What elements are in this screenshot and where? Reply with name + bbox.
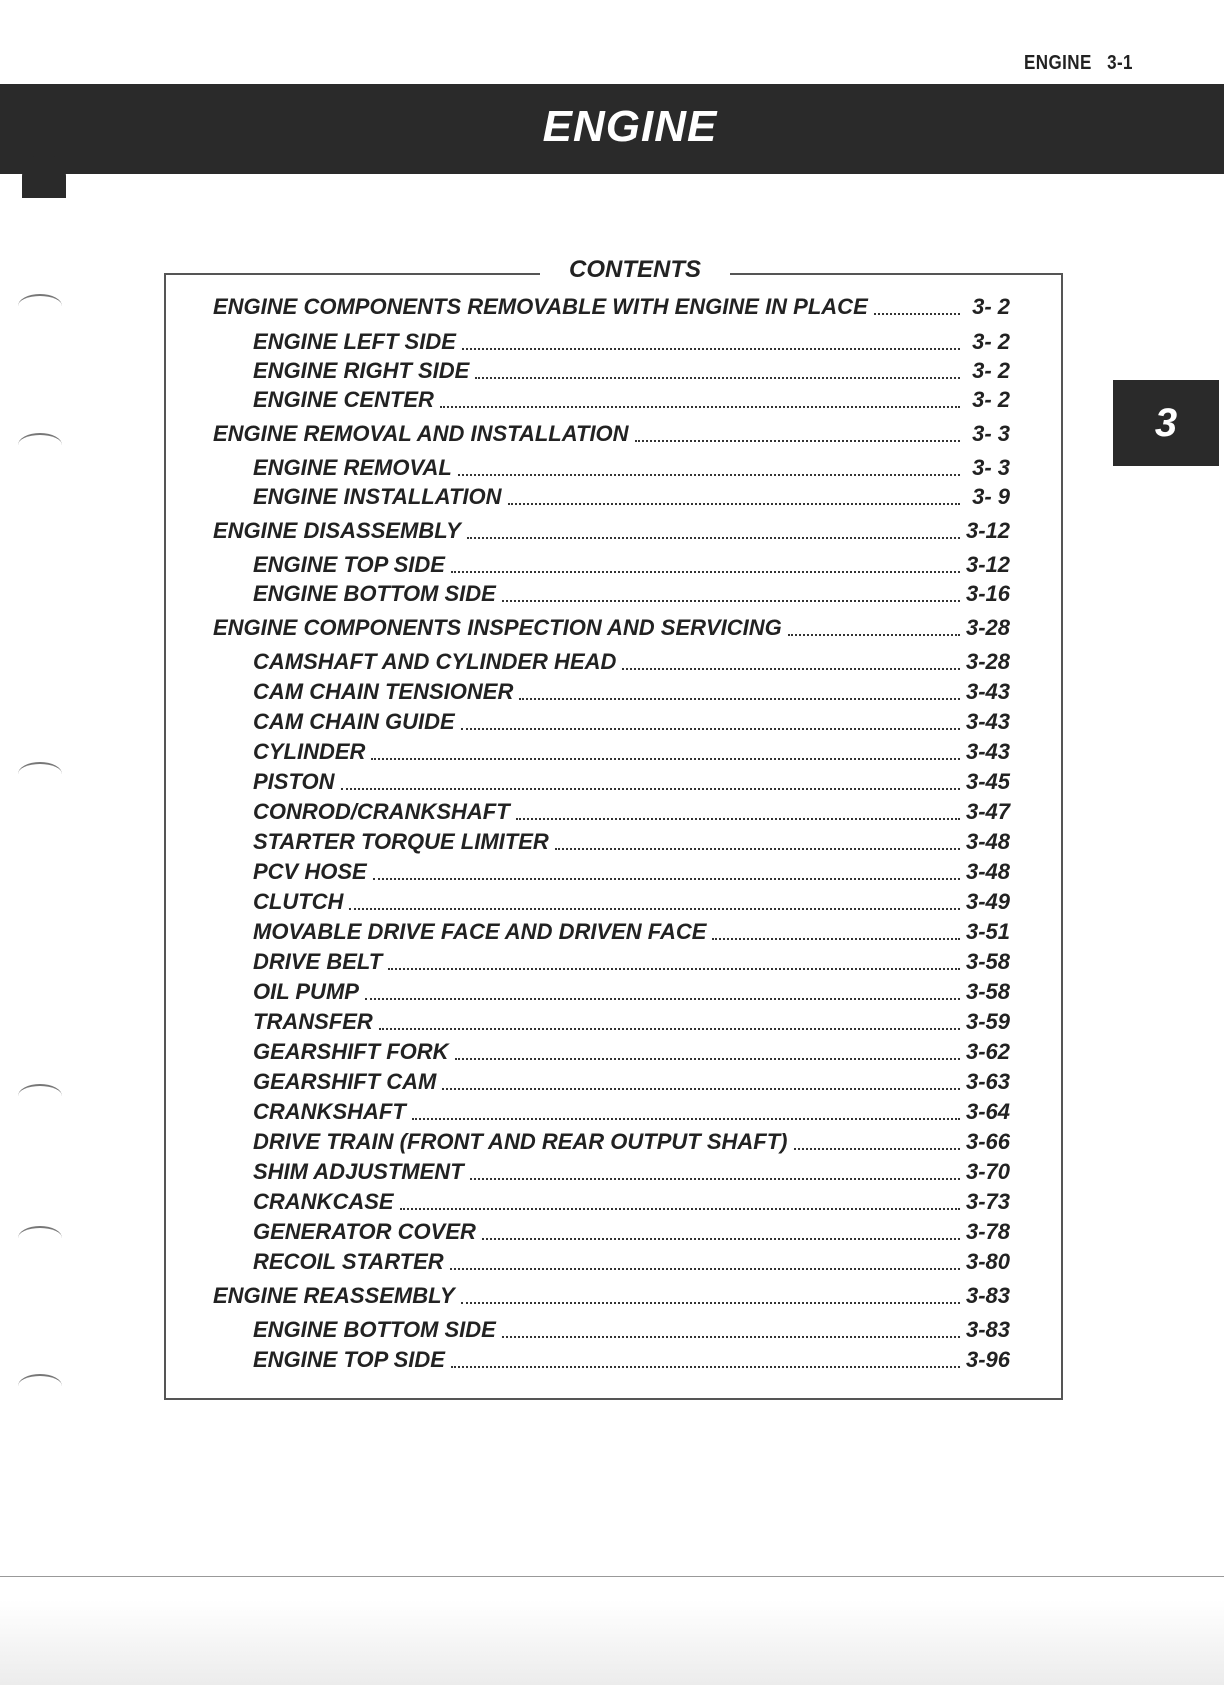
toc-dot-leader bbox=[470, 1176, 960, 1180]
toc-entry-page: 3-45 bbox=[965, 769, 1010, 794]
page-bottom-edge bbox=[0, 1576, 1224, 1577]
toc-dot-leader bbox=[455, 1056, 960, 1060]
toc-entry[interactable] bbox=[0, 327, 1010, 357]
toc-entry-label: CRANKSHAFT bbox=[253, 1099, 406, 1124]
toc-entry[interactable] bbox=[0, 1281, 1010, 1311]
toc-entry[interactable] bbox=[0, 579, 1010, 609]
toc-entry[interactable] bbox=[0, 482, 1010, 512]
toc-entry-label: CONROD/CRANKSHAFT bbox=[253, 799, 510, 824]
toc-entry[interactable] bbox=[0, 356, 1010, 386]
toc-entry-label: ENGINE LEFT SIDE bbox=[253, 329, 456, 354]
toc-entry-page: 3- 2 bbox=[972, 387, 1010, 412]
contents-title: CONTENTS bbox=[540, 256, 730, 284]
toc-entry-page: 3-58 bbox=[965, 979, 1010, 1004]
toc-dot-leader bbox=[555, 846, 960, 850]
toc-entry-label: ENGINE DISASSEMBLY bbox=[213, 518, 461, 543]
toc-dot-leader bbox=[440, 404, 960, 408]
toc-dot-leader bbox=[371, 756, 960, 760]
toc-entry-page: 3- 2 bbox=[972, 358, 1010, 383]
toc-entry-label: ENGINE BOTTOM SIDE bbox=[253, 1317, 496, 1342]
toc-entry-label: ENGINE RIGHT SIDE bbox=[253, 358, 470, 383]
toc-entry-page: 3-49 bbox=[965, 889, 1010, 914]
toc-dot-leader bbox=[475, 375, 960, 379]
toc-entry[interactable] bbox=[0, 947, 1010, 977]
toc-entry-label: CYLINDER bbox=[253, 739, 366, 764]
toc-entry[interactable] bbox=[0, 550, 1010, 580]
page-title: ENGINE bbox=[542, 102, 718, 151]
toc-dot-leader bbox=[349, 906, 960, 910]
toc-entry-label: DRIVE TRAIN (FRONT AND REAR OUTPUT SHAFT) bbox=[253, 1129, 788, 1154]
toc-entry-page: 3-96 bbox=[965, 1347, 1010, 1372]
toc-dot-leader bbox=[462, 346, 960, 350]
toc-entry-label: DRIVE BELT bbox=[253, 949, 383, 974]
toc-entry-page: 3-70 bbox=[965, 1159, 1010, 1184]
toc-entry-label: ENGINE INSTALLATION bbox=[253, 484, 502, 509]
toc-entry-label: ENGINE CENTER bbox=[253, 387, 434, 412]
toc-entry-label: PCV HOSE bbox=[253, 859, 367, 884]
toc-entry-label: PISTON bbox=[253, 769, 335, 794]
toc-entry-page: 3-43 bbox=[965, 679, 1010, 704]
chapter-tab: 3 bbox=[1113, 380, 1219, 466]
title-bar bbox=[0, 84, 1224, 174]
toc-dot-leader bbox=[635, 438, 960, 442]
toc-entry-label: CAM CHAIN TENSIONER bbox=[253, 679, 514, 704]
toc-entry-page: 3-80 bbox=[965, 1249, 1010, 1274]
toc-entry-label: CAMSHAFT AND CYLINDER HEAD bbox=[253, 649, 617, 674]
toc-dot-leader bbox=[458, 472, 960, 476]
toc-entry-page: 3-28 bbox=[965, 615, 1010, 640]
toc-entry-label: OIL PUMP bbox=[253, 979, 359, 1004]
toc-dot-leader bbox=[451, 1364, 960, 1368]
toc-entry[interactable] bbox=[0, 797, 1010, 827]
toc-entry-page: 3- 2 bbox=[972, 329, 1010, 354]
toc-entry-page: 3-51 bbox=[965, 919, 1010, 944]
toc-entry[interactable] bbox=[0, 453, 1010, 483]
toc-entry[interactable] bbox=[0, 737, 1010, 767]
toc-entry[interactable] bbox=[0, 1037, 1010, 1067]
toc-entry-page: 3-43 bbox=[965, 709, 1010, 734]
toc-entry[interactable] bbox=[0, 857, 1010, 887]
toc-entry-label: STARTER TORQUE LIMITER bbox=[253, 829, 549, 854]
toc-entry-label: ENGINE REMOVAL AND INSTALLATION bbox=[213, 421, 629, 446]
toc-dot-leader bbox=[373, 876, 960, 880]
toc-entry-page: 3-58 bbox=[965, 949, 1010, 974]
toc-entry-label: GEARSHIFT FORK bbox=[253, 1039, 449, 1064]
toc-entry[interactable] bbox=[0, 516, 1010, 546]
toc-entry-page: 3-78 bbox=[965, 1219, 1010, 1244]
toc-entry-page: 3- 9 bbox=[972, 484, 1010, 509]
toc-entry-label: RECOIL STARTER bbox=[253, 1249, 444, 1274]
toc-dot-leader bbox=[461, 1300, 960, 1304]
toc-entry-label: CAM CHAIN GUIDE bbox=[253, 709, 455, 734]
toc-entry[interactable] bbox=[0, 977, 1010, 1007]
toc-entry[interactable] bbox=[0, 1247, 1010, 1277]
toc-entry[interactable] bbox=[0, 1127, 1010, 1157]
toc-entry-page: 3- 2 bbox=[972, 294, 1010, 319]
toc-dot-leader bbox=[794, 1146, 961, 1150]
toc-entry[interactable] bbox=[0, 887, 1010, 917]
toc-dot-leader bbox=[516, 816, 960, 820]
toc-dot-leader bbox=[874, 311, 960, 315]
toc-entry[interactable] bbox=[0, 1097, 1010, 1127]
toc-entry-page: 3-64 bbox=[965, 1099, 1010, 1124]
toc-entry-label: ENGINE COMPONENTS REMOVABLE WITH ENGINE IN PLACE bbox=[213, 294, 868, 319]
toc-entry[interactable] bbox=[0, 1345, 1010, 1375]
toc-entry-page: 3-43 bbox=[965, 739, 1010, 764]
toc-entry[interactable] bbox=[0, 1217, 1010, 1247]
page-header bbox=[1024, 52, 1143, 75]
toc-entry-label: GENERATOR COVER bbox=[253, 1219, 476, 1244]
toc-dot-leader bbox=[482, 1236, 960, 1240]
toc-entry-page: 3-12 bbox=[965, 518, 1010, 543]
toc-entry[interactable] bbox=[0, 647, 1010, 677]
toc-entry-label: MOVABLE DRIVE FACE AND DRIVEN FACE bbox=[253, 919, 707, 944]
toc-entry[interactable] bbox=[0, 1067, 1010, 1097]
toc-entry-label: ENGINE TOP SIDE bbox=[253, 1347, 445, 1372]
toc-entry[interactable] bbox=[0, 613, 1010, 643]
toc-entry[interactable] bbox=[0, 827, 1010, 857]
toc-entry-page: 3-47 bbox=[965, 799, 1010, 824]
toc-dot-leader bbox=[450, 1266, 960, 1270]
toc-entry[interactable] bbox=[0, 677, 1010, 707]
toc-entry-page: 3-12 bbox=[965, 552, 1010, 577]
binder-hole-mark bbox=[18, 1374, 62, 1398]
toc-entry-page: 3-83 bbox=[965, 1317, 1010, 1342]
toc-entry[interactable] bbox=[0, 292, 1010, 322]
toc-dot-leader bbox=[379, 1026, 960, 1030]
toc-dot-leader bbox=[788, 632, 960, 636]
toc-dot-leader bbox=[712, 936, 960, 940]
toc-entry-label: ENGINE TOP SIDE bbox=[253, 552, 445, 577]
toc-dot-leader bbox=[365, 996, 960, 1000]
toc-entry-label: ENGINE REMOVAL bbox=[253, 455, 452, 480]
toc-entry[interactable] bbox=[0, 917, 1010, 947]
toc-entry-label: ENGINE COMPONENTS INSPECTION AND SERVICING bbox=[213, 615, 782, 640]
toc-entry-label: SHIM ADJUSTMENT bbox=[253, 1159, 464, 1184]
toc-dot-leader bbox=[519, 696, 960, 700]
toc-entry-label: GEARSHIFT CAM bbox=[253, 1069, 437, 1094]
toc-entry-page: 3-66 bbox=[965, 1129, 1010, 1154]
toc-dot-leader bbox=[400, 1206, 960, 1210]
toc-entry[interactable] bbox=[0, 1007, 1010, 1037]
toc-entry-page: 3- 3 bbox=[972, 421, 1010, 446]
toc-entry[interactable] bbox=[0, 767, 1010, 797]
toc-dot-leader bbox=[442, 1086, 960, 1090]
scan-shadow bbox=[0, 1600, 1224, 1685]
toc-dot-leader bbox=[388, 966, 960, 970]
toc-entry-page: 3-16 bbox=[965, 581, 1010, 606]
toc-entry-page: 3-28 bbox=[965, 649, 1010, 674]
toc-entry-page: 3-48 bbox=[965, 829, 1010, 854]
toc-entry-page: 3-62 bbox=[965, 1039, 1010, 1064]
toc-entry-page: 3-48 bbox=[965, 859, 1010, 884]
toc-entry-label: ENGINE REASSEMBLY bbox=[213, 1283, 455, 1308]
toc-dot-leader bbox=[412, 1116, 960, 1120]
toc-dot-leader bbox=[341, 786, 960, 790]
toc-entry[interactable] bbox=[0, 1187, 1010, 1217]
toc-entry-label: CLUTCH bbox=[253, 889, 344, 914]
toc-entry-page: 3-59 bbox=[965, 1009, 1010, 1034]
toc-entry-page: 3-83 bbox=[965, 1283, 1010, 1308]
toc-dot-leader bbox=[461, 726, 960, 730]
toc-dot-leader bbox=[451, 569, 960, 573]
toc-entry[interactable] bbox=[0, 1157, 1010, 1187]
toc-dot-leader bbox=[467, 535, 960, 539]
toc-entry-page: 3-63 bbox=[965, 1069, 1010, 1094]
header-section: ENGINE bbox=[1024, 52, 1092, 74]
title-bar-tab-shape bbox=[22, 154, 66, 198]
toc-entry[interactable] bbox=[0, 707, 1010, 737]
toc-entry-label: ENGINE BOTTOM SIDE bbox=[253, 581, 496, 606]
toc-entry[interactable] bbox=[0, 385, 1010, 415]
toc-entry-label: TRANSFER bbox=[253, 1009, 373, 1034]
toc-dot-leader bbox=[502, 598, 960, 602]
toc-dot-leader bbox=[508, 501, 960, 505]
header-page-number: 3-1 bbox=[1107, 52, 1133, 74]
toc-dot-leader bbox=[622, 666, 960, 670]
toc-entry[interactable] bbox=[0, 1315, 1010, 1345]
toc-entry-label: CRANKCASE bbox=[253, 1189, 394, 1214]
toc-entry-page: 3-73 bbox=[965, 1189, 1010, 1214]
toc-dot-leader bbox=[502, 1334, 960, 1338]
toc-entry[interactable] bbox=[0, 419, 1010, 449]
toc-entry-page: 3- 3 bbox=[972, 455, 1010, 480]
